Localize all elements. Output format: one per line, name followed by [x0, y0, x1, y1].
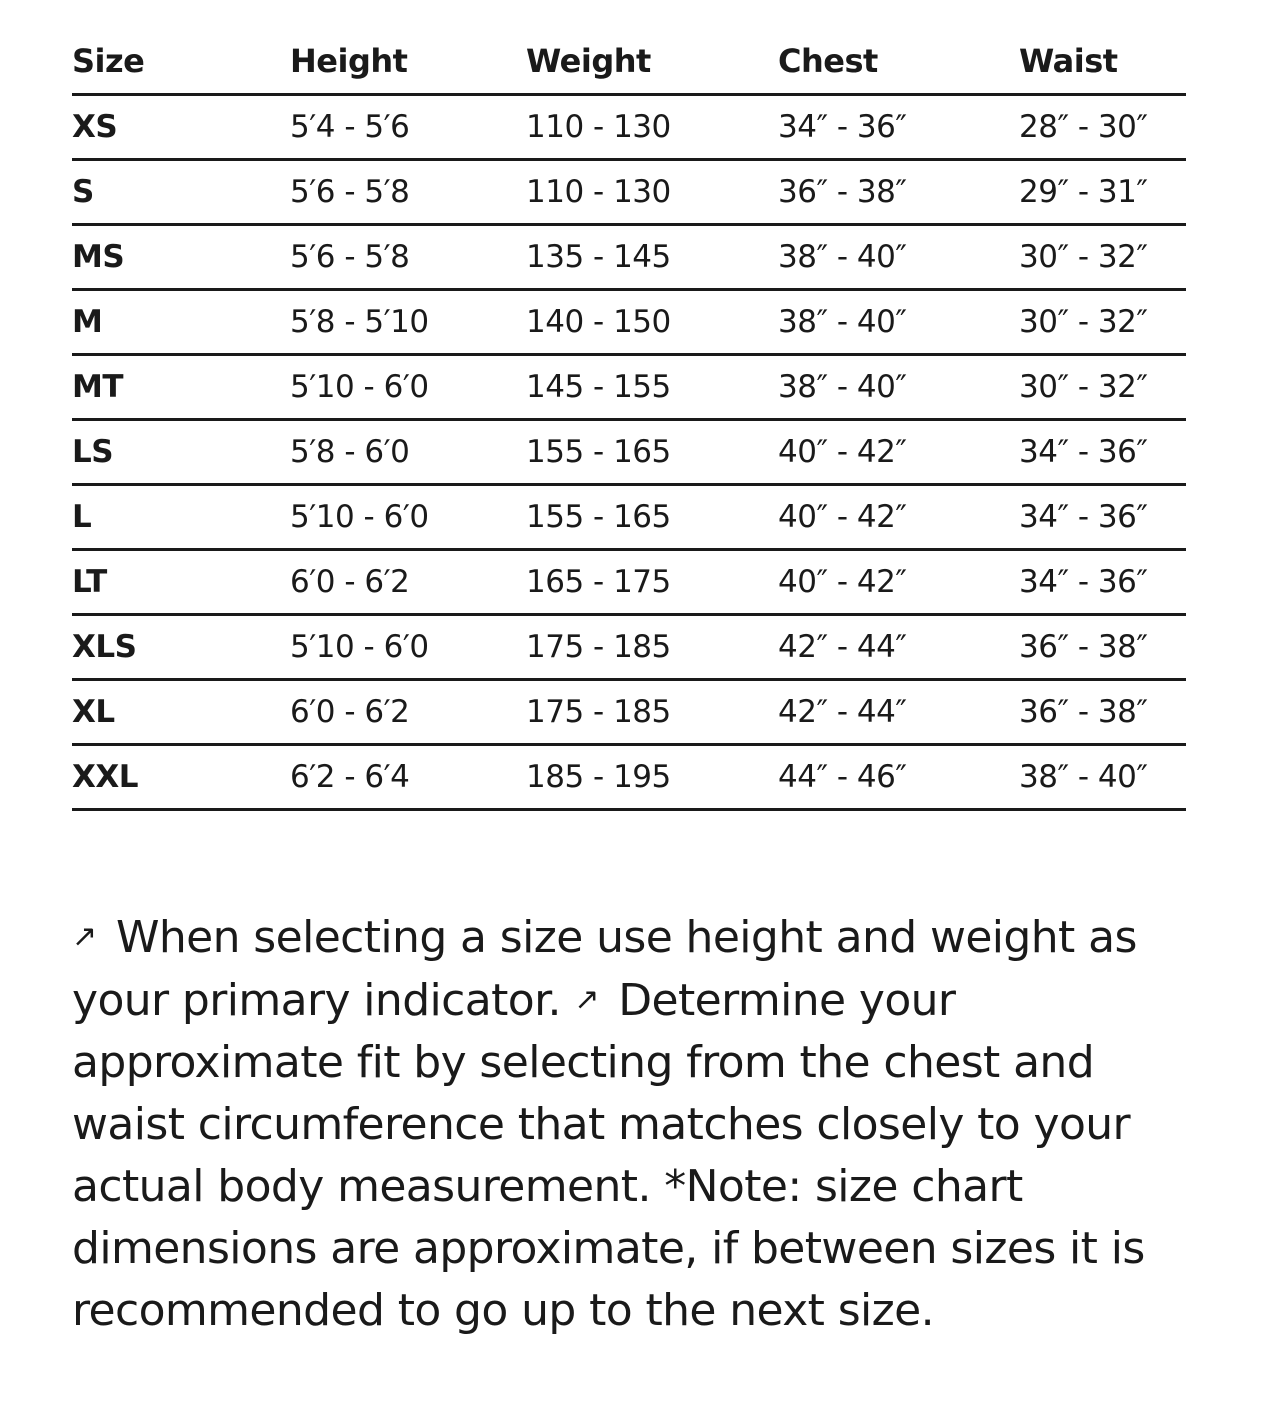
table-row: [72, 615, 1186, 680]
table-row: [72, 160, 1186, 225]
waist-cell: 38″ - 40″: [1019, 745, 1186, 810]
table-row: [72, 745, 1186, 810]
height-cell: 5′6 - 5′8: [290, 225, 526, 290]
height-cell: 5′10 - 6′0: [290, 615, 526, 680]
height-cell: 5′8 - 6′0: [290, 420, 526, 485]
weight-cell: 155 - 165: [526, 485, 778, 550]
table-row: [72, 485, 1186, 550]
size-cell: L: [72, 485, 290, 550]
header-size: Size: [72, 28, 290, 95]
weight-cell: 185 - 195: [526, 745, 778, 810]
chest-cell: 42″ - 44″: [778, 680, 1019, 745]
weight-cell: 140 - 150: [526, 290, 778, 355]
chest-cell: 34″ - 36″: [778, 95, 1019, 160]
size-cell: MS: [72, 225, 290, 290]
weight-cell: 175 - 185: [526, 615, 778, 680]
height-cell: 5′8 - 5′10: [290, 290, 526, 355]
chest-cell: 38″ - 40″: [778, 225, 1019, 290]
table-row: [72, 420, 1186, 485]
note-sentence-2: Determine your approximate fit by selecting from the chest and waist circumference that matches closely to your actual body measurement. *Note: size chart dimensions are approximate, if between sizes it is recommended to go up to the next size.: [72, 975, 1145, 1336]
weight-cell: 110 - 130: [526, 160, 778, 225]
chest-cell: 42″ - 44″: [778, 615, 1019, 680]
waist-cell: 34″ - 36″: [1019, 550, 1186, 615]
height-cell: 6′0 - 6′2: [290, 680, 526, 745]
waist-cell: 30″ - 32″: [1019, 225, 1186, 290]
arrow-up-right-icon: ↗: [72, 919, 97, 954]
chest-cell: 38″ - 40″: [778, 355, 1019, 420]
size-cell: XS: [72, 95, 290, 160]
arrow-up-right-icon: ↗: [574, 982, 599, 1017]
height-cell: 5′10 - 6′0: [290, 485, 526, 550]
chest-cell: 38″ - 40″: [778, 290, 1019, 355]
header-weight: Weight: [526, 28, 778, 95]
chest-cell: 40″ - 42″: [778, 420, 1019, 485]
weight-cell: 135 - 145: [526, 225, 778, 290]
size-cell: M: [72, 290, 290, 355]
size-chart-table: [72, 28, 1186, 811]
weight-cell: 145 - 155: [526, 355, 778, 420]
chest-cell: 36″ - 38″: [778, 160, 1019, 225]
header-height: Height: [290, 28, 526, 95]
size-cell: XXL: [72, 745, 290, 810]
sizing-note: [72, 906, 1192, 1342]
waist-cell: 30″ - 32″: [1019, 355, 1186, 420]
waist-cell: 28″ - 30″: [1019, 95, 1186, 160]
table-body: [72, 95, 1186, 810]
size-cell: XL: [72, 680, 290, 745]
chest-cell: 40″ - 42″: [778, 485, 1019, 550]
weight-cell: 165 - 175: [526, 550, 778, 615]
height-cell: 5′4 - 5′6: [290, 95, 526, 160]
size-cell: S: [72, 160, 290, 225]
chest-cell: 40″ - 42″: [778, 550, 1019, 615]
weight-cell: 110 - 130: [526, 95, 778, 160]
size-cell: LS: [72, 420, 290, 485]
header-chest: Chest: [778, 28, 1019, 95]
table-header-row: [72, 28, 1186, 95]
weight-cell: 175 - 185: [526, 680, 778, 745]
table-row: [72, 95, 1186, 160]
height-cell: 5′6 - 5′8: [290, 160, 526, 225]
size-cell: XLS: [72, 615, 290, 680]
table-row: [72, 225, 1186, 290]
table-row: [72, 680, 1186, 745]
height-cell: 5′10 - 6′0: [290, 355, 526, 420]
height-cell: 6′0 - 6′2: [290, 550, 526, 615]
waist-cell: 36″ - 38″: [1019, 680, 1186, 745]
waist-cell: 34″ - 36″: [1019, 485, 1186, 550]
table-row: [72, 355, 1186, 420]
waist-cell: 34″ - 36″: [1019, 420, 1186, 485]
waist-cell: 36″ - 38″: [1019, 615, 1186, 680]
chest-cell: 44″ - 46″: [778, 745, 1019, 810]
table-row: [72, 550, 1186, 615]
waist-cell: 29″ - 31″: [1019, 160, 1186, 225]
table-row: [72, 290, 1186, 355]
weight-cell: 155 - 165: [526, 420, 778, 485]
header-waist: Waist: [1019, 28, 1186, 95]
height-cell: 6′2 - 6′4: [290, 745, 526, 810]
size-cell: LT: [72, 550, 290, 615]
note-sentence-1: When selecting a size use height and weight as your primary indicator.: [72, 912, 1137, 1026]
waist-cell: 30″ - 32″: [1019, 290, 1186, 355]
size-cell: MT: [72, 355, 290, 420]
